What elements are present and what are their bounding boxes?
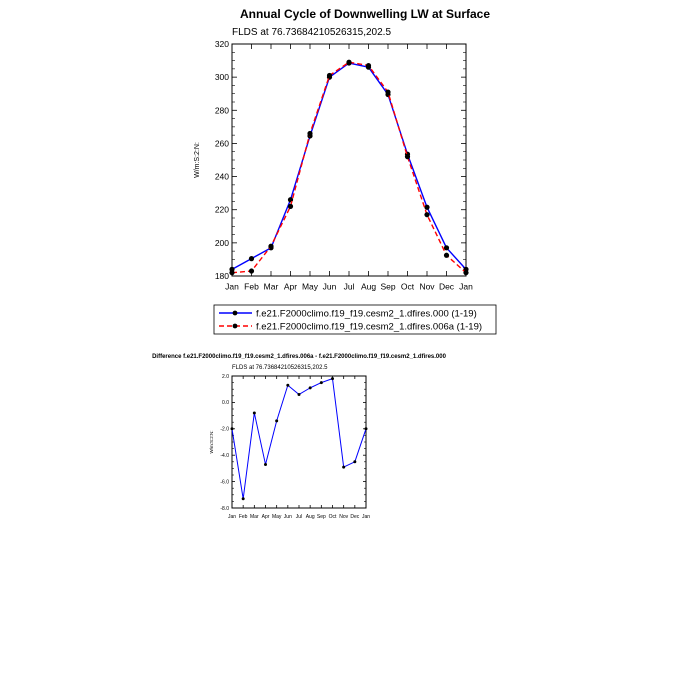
chart2-series-1-point (275, 419, 278, 422)
chart2-series-1-point (320, 381, 323, 384)
chart1-series-2-point (444, 253, 449, 258)
chart1-xtick-label: Dec (438, 281, 455, 292)
chart2-ytick-label: 0.0 (222, 400, 229, 407)
chart2-xtick-label: Oct (328, 514, 337, 520)
chart1-series-2-point (385, 89, 390, 94)
chart2-series-1-point (286, 384, 289, 387)
chart1-series-2-point (268, 244, 273, 249)
chart1-legend-label-2: f.e21.F2000climo.f19_f19.cesm2_1.dfires.006a (1-19) (256, 321, 483, 333)
chart2-series-1-point (242, 497, 245, 500)
chart2-series-1-point (264, 463, 267, 466)
chart2-series-1-point (365, 427, 368, 430)
chart1-xtick-label: Jul (343, 281, 355, 292)
chart1-xtick-label: Apr (283, 281, 298, 292)
chart1-xtick-label: Jan (459, 281, 473, 292)
chart1-series-1-point (444, 245, 449, 250)
chart2-subtitle: FLDS at 76.73684210526315,202.5 (232, 365, 328, 371)
chart2-ytick-label: -2.0 (220, 426, 229, 433)
chart2-xtick-label: Jun (283, 514, 292, 520)
chart1-ytick-label: 220 (214, 204, 229, 215)
chart2-xtick-label: Jul (295, 514, 303, 520)
chart2-ytick-label: 2.0 (222, 373, 229, 380)
chart1-series-2-point (424, 212, 429, 217)
chart2-ytick-label: -8.0 (220, 505, 229, 512)
chart1-series-2-point (463, 270, 468, 275)
chart1-ylabel: W/m:S:2:N: (194, 142, 201, 178)
chart1-series-2-point (307, 131, 312, 136)
chart2-ylabel: W/m:S:2:N: (209, 430, 214, 454)
chart2-series-1-point (331, 377, 334, 380)
chart1-series-2-point (229, 270, 234, 275)
chart2-ytick-label: -4.0 (220, 452, 229, 459)
chart2-series-1-point (353, 460, 356, 463)
chart1-xtick-label: Nov (419, 281, 435, 292)
chart1-ytick-label: 200 (214, 237, 229, 248)
chart1-series-2-point (327, 73, 332, 78)
chart2-xtick-label: May (271, 514, 282, 520)
chart2-xtick-label: Mar (250, 514, 259, 520)
chart1-subtitle: FLDS at 76.73684210526315,202.5 (232, 27, 392, 38)
chart2-xtick-label: Aug (305, 514, 315, 520)
chart1-series-2-point (249, 268, 254, 273)
chart1-series-2-point (346, 60, 351, 65)
chart2-series-1-point (298, 393, 301, 396)
chart1-title: Annual Cycle of Downwelling LW at Surface (239, 7, 491, 21)
chart1-xtick-label: Jan (225, 281, 239, 292)
chart2-xtick-label: Dec (350, 514, 360, 520)
chart2-series-1-point (253, 411, 256, 414)
chart1-xtick-label: Mar (263, 281, 279, 292)
chart2-ytick-label: -6.0 (220, 479, 229, 486)
chart2-series-1-point (342, 466, 345, 469)
chart2-xtick-label: Nov (339, 514, 349, 520)
chart2-series-1-point (309, 386, 312, 389)
chart1-series-2-line (232, 62, 466, 272)
chart1-ytick-label: 260 (214, 138, 229, 149)
chart1-ytick-label: 240 (214, 171, 229, 182)
chart1-ytick-label: 300 (214, 72, 229, 83)
chart1-legend-marker-1 (233, 311, 238, 316)
chart1-xtick-label: Sep (380, 281, 396, 292)
chart1-plot-frame (232, 44, 466, 276)
chart2-xtick-label: Jan (361, 514, 371, 520)
chart1-series-2-point (288, 204, 293, 209)
chart1-series-2-point (366, 63, 371, 68)
chart1-ytick-label: 280 (214, 105, 229, 116)
chart1-ytick-label: 180 (214, 270, 229, 281)
chart1-xtick-label: Feb (244, 281, 259, 292)
chart1-xtick-label: Aug (360, 281, 377, 292)
chart2-series-1-point (231, 427, 234, 430)
chart2-xtick-label: Feb (238, 514, 248, 520)
chart1-xtick-label: Jun (322, 281, 337, 292)
chart2-xtick-label: Sep (316, 514, 326, 520)
chart1-series-1-line (232, 63, 466, 269)
chart1-series-1-point (424, 205, 429, 210)
chart1-xtick-label: Oct (400, 281, 415, 292)
chart1-ytick-label: 320 (214, 38, 229, 49)
chart1-legend-marker-2 (233, 324, 238, 329)
chart1-legend-label-1: f.e21.F2000climo.f19_f19.cesm2_1.dfires.000 (1-19) (256, 308, 477, 320)
chart1-series-2-point (405, 154, 410, 159)
chart2-title: Difference f.e21.F2000climo.f19_f19.cesm2_1.dfires.006a - f.e21.F2000climo.f19_f19.cesm2_1.dfires.000 (152, 354, 446, 360)
chart1-series-1-point (249, 256, 254, 261)
chart1-xtick-label: May (301, 281, 319, 292)
chart2-xtick-label: Apr (261, 514, 270, 520)
chart2-series-1-line (232, 379, 366, 499)
chart2-xtick-label: Jan (227, 514, 237, 520)
